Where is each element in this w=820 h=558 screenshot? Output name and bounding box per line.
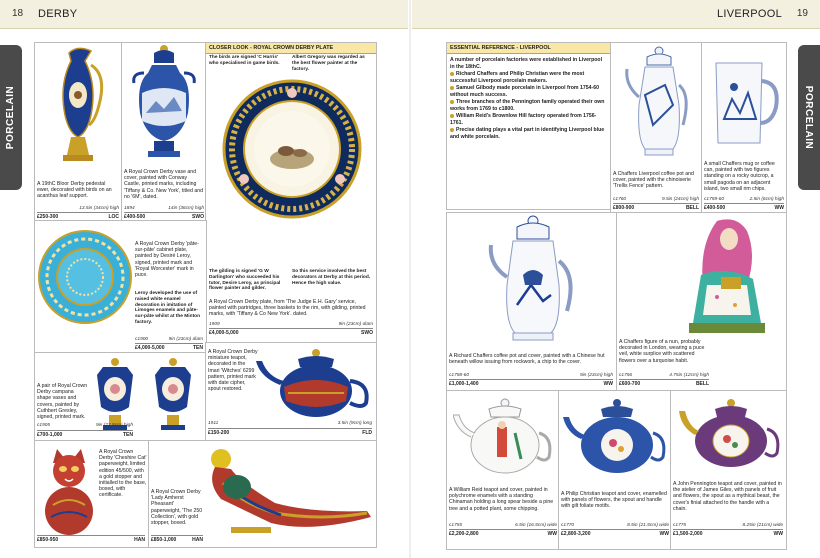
chinese-coffee-pot-size: 9in (23cm) high: [579, 373, 613, 378]
left-section-title: DERBY: [38, 8, 78, 20]
pennington-teapot-caption: A John Pennington teapot and cover, painted in the atelier of James Giles, with panels of fruit and flowers, the spout as a mythical beast, the cover's finial attached to the handle with a chain.: [673, 481, 782, 512]
pheasant-paperweight-item: [148, 440, 377, 548]
nun-figure-caption: A Chaffers figure of a nun, probably decorated in London, wearing a puce veil, white surplice with scattered flowers over a turquoise habit.: [619, 339, 705, 364]
campana-vases-price: £700-1,000: [37, 432, 63, 438]
vase-price: £400-500: [124, 214, 146, 220]
imari-teapot-item: [205, 342, 377, 442]
left-page-number: 18: [12, 8, 24, 19]
plate-size: 9in (23cm) diam: [338, 322, 373, 327]
reid-teapot-image: [453, 397, 553, 481]
chaffers-coffee-pot-code: BELL: [685, 205, 699, 211]
chaffers-mug-caption: A small Chaffers mug or coffee can, painted with two figures standing on a rocky outcrop, a small pagoda on an adjacent island, two small rim chips.: [704, 161, 775, 192]
reid-teapot-code: WW: [547, 531, 557, 537]
vase-caption: A Royal Crown Derby vase and cover, painted with Conway Castle, printed marks, including 'Tiffany & Co. New York', titled and no '6M', dated.: [124, 169, 203, 200]
pennington-teapot-image: [677, 397, 781, 473]
cat-paperweight-item: [34, 440, 150, 548]
chaffers-coffee-pot-image: [625, 45, 691, 163]
imari-teapot-size: 3.5in (9cm) long: [337, 421, 372, 426]
chaffers-coffee-pot-item: [610, 42, 703, 214]
cabinet-plate-item: [34, 220, 207, 354]
cat-code: HAN: [134, 537, 145, 543]
christian-teapot-size: 8.5in (21.5cm) wide: [627, 523, 669, 528]
right-section-title: LIVERPOOL: [716, 8, 782, 20]
right-page-number: 19: [796, 8, 808, 19]
reference-heading: ESSENTIAL REFERENCE - LIVERPOOL: [447, 43, 611, 54]
nun-figure-date: c1756: [619, 373, 633, 378]
chaffers-mug-image: [710, 53, 780, 153]
bullet-icon: [450, 100, 454, 104]
reference-bullet: William Reid's Brownlow Hill factory operated from 1756-1761.: [450, 113, 597, 126]
nun-figure-image: [677, 215, 777, 341]
chaffers-mug-size: 2.5in (6cm) high: [749, 197, 784, 202]
imari-teapot-price: £150-200: [208, 430, 230, 436]
ewer-item: [34, 42, 123, 222]
left-side-tab: PORCELAIN: [0, 45, 22, 190]
campana-vases-code: TEN: [123, 432, 133, 438]
christian-teapot-item: [558, 390, 672, 550]
reference-bullet: Richard Chaffers and Philip Christian were the most successful Liverpool porcelain makers.: [450, 71, 585, 84]
cabinet-plate-image: [37, 229, 133, 325]
plate-date: 1909: [209, 322, 220, 327]
reference-intro: A number of porcelain factories were established in Liverpool in the 18thC.: [450, 57, 603, 70]
reid-teapot-item: [446, 390, 560, 550]
chaffers-mug-item: [701, 42, 787, 214]
cabinet-plate-note: Leroy developed the use of raised white enamel decoration in imitation of Limoges enamels and pâte-sur-pâte whilst at the Minton factory.: [135, 291, 201, 325]
pennington-teapot-code: WW: [773, 531, 783, 537]
chaffers-coffee-pot-caption: A Chaffers Liverpool coffee pot and cover, painted with the chinoiserie 'Trellis Fence' pattern.: [613, 171, 694, 190]
reid-teapot-price: £2,200-2,800: [449, 531, 479, 537]
imari-teapot-code: FLD: [362, 430, 372, 436]
pheasant-price: £850-1,000: [151, 537, 177, 543]
pennington-teapot-item: [670, 390, 787, 550]
bullet-icon: [450, 128, 454, 132]
chaffers-mug-date: c1759-60: [704, 197, 725, 202]
right-side-tab: PORCELAIN: [798, 45, 820, 190]
nun-figure-item: [616, 212, 787, 392]
reid-teapot-size: 6.5in (16.5cm) wide: [515, 523, 557, 528]
vase-date: 1894: [124, 206, 135, 211]
ewer-price: £250-300: [37, 214, 59, 220]
chaffers-coffee-pot-size: 9.5in (24cm) high: [661, 197, 699, 202]
closer-look-panel: [205, 42, 377, 344]
note-gregory: Albert Gregory was regarded as the best flower painter at the factory.: [292, 55, 365, 72]
christian-teapot-code: WW: [659, 531, 669, 537]
campana-vases-caption: A pair of Royal Crown Derby campana shape vases and covers, painted by Cuthbert Gresley, signed, printed mark.: [37, 383, 88, 421]
pennington-teapot-size: 8.25in (21cm) wide: [742, 523, 783, 528]
chinese-coffee-pot-date: c1758-60: [449, 373, 470, 378]
chaffers-mug-code: WW: [774, 205, 784, 211]
chinese-coffee-pot-price: £1,000-1,400: [449, 381, 479, 387]
pheasant-image: [201, 443, 373, 543]
imari-teapot-date: 1911: [208, 421, 219, 426]
spine: [409, 0, 411, 558]
closer-look-heading: CLOSER LOOK - ROYAL CROWN DERBY PLATE: [206, 43, 376, 54]
vase-code: SWO: [192, 214, 204, 220]
ewer-code: LOC: [108, 214, 119, 220]
campana-vases-date: c1905: [37, 423, 51, 428]
imari-teapot-caption: A Royal Crown Derby miniature teapot, decorated in the Imari 'Witches' 6299 pattern, printed mark with date cipher, spout restored.: [208, 349, 258, 393]
christian-teapot-image: [563, 397, 667, 481]
vase-image: [132, 43, 196, 167]
plate-caption: A Royal Crown Derby plate, from 'The Judge E.H. Gary' service, painted with partridges, three baskets to the rim, with gilding, printed marks, with 'Tiffany & Co New York'. dated.: [209, 299, 366, 318]
christian-teapot-caption: A Philip Christian teapot and cover, enamelled with panels of flowers, the spout and handle with gilt foliate motifs.: [561, 491, 667, 510]
imari-teapot-image: [254, 347, 372, 423]
nun-figure-price: £600-700: [619, 381, 641, 387]
pennington-teapot-price: £1,500-2,000: [673, 531, 703, 537]
christian-teapot-price: £2,800-3,200: [561, 531, 591, 537]
campana-vases-size: 9in (22.5cm) high: [95, 423, 133, 428]
cabinet-plate-size: 9in (23cm) diam: [168, 337, 203, 342]
note-service: So this service involved the best decorators at Derby at this period. Hence the high value.: [292, 269, 371, 286]
nun-figure-size: 4.75in (12cm) high: [669, 373, 709, 378]
cabinet-plate-date: c1900: [135, 337, 149, 342]
campana-vases-item: [34, 352, 207, 442]
chinese-coffee-pot-caption: A Richard Chaffers coffee pot and cover, painted with a Chinese hut beneath willow issuing from rockwork, a chip to the cover.: [449, 353, 605, 366]
reference-bullet: Precise dating plays a vital part in identifying Liverpool blue and white porcelain.: [450, 127, 605, 140]
cabinet-plate-code: TEN: [193, 345, 203, 351]
note-birds: The birds are signed 'C Harris' who specialised in game birds.: [209, 55, 280, 66]
chaffers-mug-price: £400-500: [704, 205, 726, 211]
plate-code: SWO: [361, 330, 373, 336]
plate-price: £4,000-5,000: [209, 330, 239, 336]
christian-teapot-date: c1770: [561, 523, 575, 528]
note-gilding: The gilding is signed 'G W Darlington' who succeeded his tutor, Desire Leroy, as principal flower painter and gilder.: [209, 269, 281, 292]
pennington-teapot-date: c1775: [673, 523, 687, 528]
pheasant-code: HAN: [192, 537, 203, 543]
chaffers-coffee-pot-date: c1760: [613, 197, 627, 202]
ewer-caption: A 19thC Bloor Derby pedestal ewer, decorated with birds on an acanthus leaf support.: [37, 181, 112, 200]
plate-image: [222, 79, 362, 219]
pheasant-caption: A Royal Crown Derby 'Lady Amherst Pheasant' paperweight, 'The 250 Collection', with gold stopper, boxed.: [151, 489, 203, 527]
bullet-icon: [450, 86, 454, 90]
vase-size: 14in (36cm) high: [168, 206, 204, 211]
chinese-coffee-pot-image: [487, 215, 577, 347]
ewer-size: 13.5in (34cm) high: [79, 206, 119, 211]
ewer-image: [47, 45, 109, 175]
cat-image: [39, 445, 99, 537]
chaffers-coffee-pot-price: £800-900: [613, 205, 635, 211]
cabinet-plate-caption: A Royal Crown Derby 'pâte-sur-pâte' cabinet plate, painted by Desiré Leroy, signed, printed mark and 'Royal Worcester' mark in puce.: [135, 241, 199, 279]
cat-price: £850-950: [37, 537, 59, 543]
cabinet-plate-price: £4,000-5,000: [135, 345, 165, 351]
bullet-icon: [450, 72, 454, 76]
reid-teapot-caption: A William Reid teapot and cover, painted in polychrome enamels with a standing Chinaman holding a long spear beside a pine tree and a potted plant, some chipping.: [449, 487, 554, 512]
cat-caption: A Royal Crown Derby 'Cheshire Cat' paperweight, limited edition 45/500, with a gold stopper and initialled to the base, boxed, with certificate.: [99, 449, 147, 499]
essential-reference-panel: [446, 42, 612, 210]
nun-figure-code: BELL: [695, 381, 709, 387]
reid-teapot-date: c1755: [449, 523, 463, 528]
vase-item: [121, 42, 207, 222]
chinese-coffee-pot-item: [446, 212, 618, 392]
reference-bullet: Samuel Gilbody made porcelain in Liverpool from 1754-60 without much success.: [450, 85, 599, 98]
chinese-coffee-pot-code: WW: [603, 381, 613, 387]
bullet-icon: [450, 114, 454, 118]
reference-bullet: Three branches of the Pennington family operated their own works from 1769 to c1800.: [450, 99, 605, 112]
